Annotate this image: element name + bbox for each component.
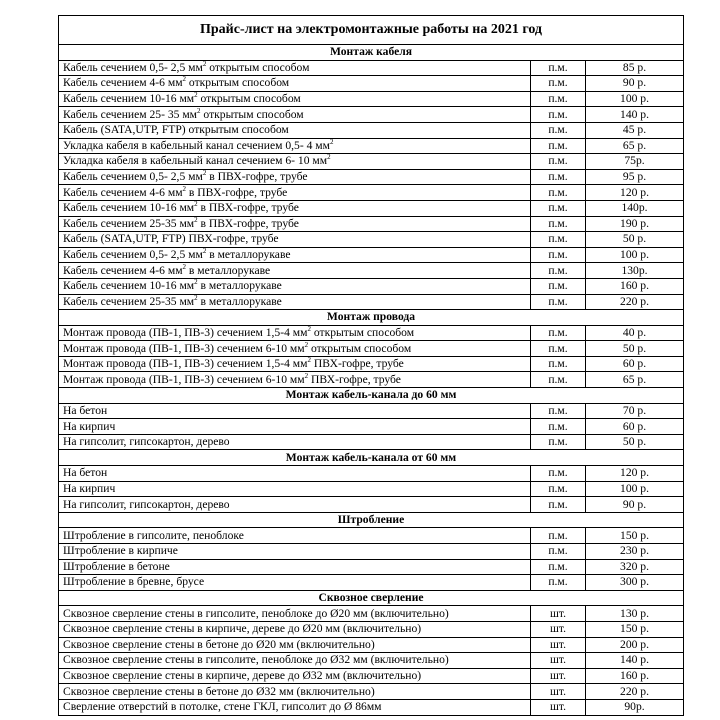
unit-cell: п.м. bbox=[531, 107, 586, 123]
price-cell: 130р. bbox=[586, 263, 684, 279]
section-heading: Монтаж кабель-канала от 60 мм bbox=[59, 450, 684, 466]
service-description bbox=[59, 575, 531, 591]
unit-cell: п.м. bbox=[531, 76, 586, 92]
price-cell: 120 р. bbox=[586, 185, 684, 201]
unit-cell: п.м. bbox=[531, 278, 586, 294]
unit-cell: п.м. bbox=[531, 122, 586, 138]
unit-cell: п.м. bbox=[531, 481, 586, 497]
price-cell: 50 р. bbox=[586, 434, 684, 450]
table-row bbox=[59, 403, 684, 419]
unit-cell: п.м. bbox=[531, 232, 586, 248]
price-cell: 140 р. bbox=[586, 653, 684, 669]
price-cell: 65 р. bbox=[586, 372, 684, 388]
table-row bbox=[59, 637, 684, 653]
unit-cell: п.м. bbox=[531, 575, 586, 591]
table-row bbox=[59, 575, 684, 591]
price-cell: 50 р. bbox=[586, 341, 684, 357]
service-description bbox=[59, 185, 531, 201]
service-description bbox=[59, 154, 531, 170]
section-header-row bbox=[59, 310, 684, 326]
description-text: Сквозное сверление стены в кирпиче, дереве до Ø20 мм (включительно) bbox=[63, 622, 422, 636]
price-cell: 60 р. bbox=[586, 419, 684, 435]
unit-cell: п.м. bbox=[531, 294, 586, 310]
unit-cell: п.м. bbox=[531, 544, 586, 560]
section-heading: Монтаж провода bbox=[59, 310, 684, 326]
unit-cell: п.м. bbox=[531, 341, 586, 357]
squared-exponent: 2 bbox=[307, 356, 311, 365]
unit-cell: шт. bbox=[531, 606, 586, 622]
table-row bbox=[59, 341, 684, 357]
description-text: Кабель сечением 0,5- 2,5 мм bbox=[63, 248, 203, 262]
price-cell: 140 р. bbox=[586, 107, 684, 123]
table-row bbox=[59, 481, 684, 497]
description-suffix: в ПВХ-гофре, трубе bbox=[206, 170, 308, 184]
section-heading: Монтаж кабеля bbox=[59, 45, 684, 61]
table-row bbox=[59, 699, 684, 715]
unit-cell: п.м. bbox=[531, 434, 586, 450]
service-description bbox=[59, 232, 531, 248]
description-text: Монтаж провода (ПВ-1, ПВ-3) сечением 1,5-4 мм bbox=[63, 357, 308, 371]
description-suffix: открытым способом bbox=[186, 76, 290, 90]
unit-cell: шт. bbox=[531, 637, 586, 653]
description-suffix: открытым способом bbox=[206, 60, 310, 74]
table-row bbox=[59, 185, 684, 201]
service-description bbox=[59, 247, 531, 263]
price-cell: 85 р. bbox=[586, 60, 684, 76]
price-cell: 45 р. bbox=[586, 122, 684, 138]
unit-cell: п.м. bbox=[531, 216, 586, 232]
price-cell: 160 р. bbox=[586, 668, 684, 684]
price-cell: 50 р. bbox=[586, 232, 684, 248]
service-description bbox=[59, 372, 531, 388]
table-row bbox=[59, 263, 684, 279]
price-cell: 320 р. bbox=[586, 559, 684, 575]
price-cell: 70 р. bbox=[586, 403, 684, 419]
squared-exponent: 2 bbox=[202, 169, 207, 178]
service-description bbox=[59, 403, 531, 419]
unit-cell: п.м. bbox=[531, 247, 586, 263]
table-row bbox=[59, 606, 684, 622]
table-row bbox=[59, 528, 684, 544]
service-description bbox=[59, 466, 531, 482]
unit-cell: п.м. bbox=[531, 528, 586, 544]
table-row bbox=[59, 466, 684, 482]
table-row bbox=[59, 325, 684, 341]
table-row bbox=[59, 278, 684, 294]
price-cell: 130 р. bbox=[586, 606, 684, 622]
price-cell: 90 р. bbox=[586, 76, 684, 92]
service-description bbox=[59, 122, 531, 138]
unit-cell: шт. bbox=[531, 684, 586, 700]
service-description bbox=[59, 216, 531, 232]
price-cell: 220 р. bbox=[586, 294, 684, 310]
description-text: Кабель сечением 10-16 мм bbox=[63, 201, 195, 215]
description-suffix: открытым способом bbox=[310, 325, 415, 339]
description-suffix: ПВХ-гофре, трубе bbox=[310, 357, 404, 371]
description-text: Укладка кабеля в кабельный канал сечением 6- 10 мм bbox=[63, 154, 328, 168]
table-row bbox=[59, 232, 684, 248]
description-suffix: открытым способом bbox=[197, 92, 301, 106]
squared-exponent: 2 bbox=[182, 75, 187, 84]
description-suffix: в ПВХ-гофре, трубе bbox=[197, 201, 299, 215]
description-text: Кабель сечением 25-35 мм bbox=[63, 294, 195, 308]
price-cell: 95 р. bbox=[586, 169, 684, 185]
price-cell: 90р. bbox=[586, 699, 684, 715]
service-description bbox=[59, 419, 531, 435]
service-description bbox=[59, 278, 531, 294]
squared-exponent: 2 bbox=[307, 325, 311, 334]
squared-exponent: 2 bbox=[194, 216, 198, 224]
unit-cell: п.м. bbox=[531, 154, 586, 170]
service-description bbox=[59, 294, 531, 310]
unit-cell: п.м. bbox=[531, 91, 586, 107]
description-text: На гипсолит, гипсокартон, дерево bbox=[63, 497, 230, 511]
squared-exponent: 2 bbox=[197, 106, 201, 115]
service-description bbox=[59, 481, 531, 497]
price-cell: 60 р. bbox=[586, 356, 684, 372]
price-cell: 65 р. bbox=[586, 138, 684, 154]
service-description bbox=[59, 528, 531, 544]
price-cell: 300 р. bbox=[586, 575, 684, 591]
page-title: Прайс-лист на электромонтажные работы на 2021 год bbox=[59, 16, 684, 45]
table-row bbox=[59, 497, 684, 513]
section-header-row bbox=[59, 388, 684, 404]
unit-cell: шт. bbox=[531, 668, 586, 684]
description-suffix: в металлорукаве bbox=[186, 263, 271, 277]
description-text: Штробление в бревне, брусе bbox=[63, 575, 205, 589]
price-cell: 90 р. bbox=[586, 497, 684, 513]
table-row bbox=[59, 621, 684, 637]
description-text: Сквозное сверление стены в гипсолите, пеноблоке до Ø20 мм (включительно) bbox=[63, 606, 449, 620]
section-heading: Монтаж кабель-канала до 60 мм bbox=[59, 388, 684, 404]
unit-cell: шт. bbox=[531, 653, 586, 669]
table-row bbox=[59, 653, 684, 669]
description-text: На бетон bbox=[63, 403, 108, 417]
service-description bbox=[59, 621, 531, 637]
description-suffix: в металлорукаве bbox=[197, 279, 282, 293]
squared-exponent: 2 bbox=[304, 340, 309, 349]
section-header-row bbox=[59, 512, 684, 528]
service-description bbox=[59, 356, 531, 372]
section-heading: Сквозное сверление bbox=[59, 590, 684, 606]
unit-cell: п.м. bbox=[531, 185, 586, 201]
description-suffix: в металлорукаве bbox=[206, 248, 291, 262]
squared-exponent: 2 bbox=[182, 262, 187, 271]
price-cell: 200 р. bbox=[586, 637, 684, 653]
price-cell: 140р. bbox=[586, 200, 684, 216]
service-description bbox=[59, 138, 531, 154]
service-description bbox=[59, 497, 531, 513]
description-text: Кабель (SATA,UTP, FTP) ПВХ-гофре, трубе bbox=[63, 232, 279, 246]
description-text: Кабель сечением 10-16 мм bbox=[63, 279, 195, 293]
description-text: На кирпич bbox=[63, 481, 116, 495]
price-cell: 120 р. bbox=[586, 466, 684, 482]
price-cell: 160 р. bbox=[586, 278, 684, 294]
price-cell: 100 р. bbox=[586, 247, 684, 263]
description-text: Штробление в кирпиче bbox=[63, 544, 178, 558]
squared-exponent: 2 bbox=[327, 153, 331, 162]
service-description bbox=[59, 263, 531, 279]
section-heading: Штробление bbox=[59, 512, 684, 528]
description-suffix: в ПВХ-гофре, трубе bbox=[186, 185, 288, 199]
squared-exponent: 2 bbox=[202, 247, 207, 256]
price-cell: 190 р. bbox=[586, 216, 684, 232]
description-suffix: в металлорукаве bbox=[197, 294, 282, 308]
unit-cell: п.м. bbox=[531, 263, 586, 279]
unit-cell: п.м. bbox=[531, 372, 586, 388]
squared-exponent: 2 bbox=[194, 294, 198, 302]
table-row bbox=[59, 294, 684, 310]
price-cell: 150 р. bbox=[586, 528, 684, 544]
table-row bbox=[59, 419, 684, 435]
price-cell: 220 р. bbox=[586, 684, 684, 700]
service-description bbox=[59, 325, 531, 341]
squared-exponent: 2 bbox=[329, 138, 334, 146]
table-row bbox=[59, 138, 684, 154]
description-text: Сквозное сверление стены в бетоне до Ø20 мм (включительно) bbox=[63, 637, 375, 651]
table-row bbox=[59, 247, 684, 263]
price-table bbox=[58, 15, 684, 716]
unit-cell: п.м. bbox=[531, 60, 586, 76]
squared-exponent: 2 bbox=[304, 371, 309, 380]
description-text: Монтаж провода (ПВ-1, ПВ-3) сечением 6-10 мм bbox=[63, 341, 305, 355]
unit-cell: п.м. bbox=[531, 497, 586, 513]
service-description bbox=[59, 107, 531, 123]
description-suffix: открытым способом bbox=[200, 107, 304, 121]
table-row bbox=[59, 169, 684, 185]
table-row bbox=[59, 434, 684, 450]
description-text: На кирпич bbox=[63, 419, 116, 433]
service-description bbox=[59, 341, 531, 357]
service-description bbox=[59, 637, 531, 653]
table-row bbox=[59, 200, 684, 216]
description-text: Сверление отверстий в потолке, стене ГКЛ, гипсолит до Ø 86мм bbox=[63, 700, 382, 714]
unit-cell: шт. bbox=[531, 699, 586, 715]
description-text: На бетон bbox=[63, 466, 108, 480]
description-text: Кабель сечением 4-6 мм bbox=[63, 185, 183, 199]
description-text: Кабель (SATA,UTP, FTP) открытым способом bbox=[63, 123, 289, 137]
table-row bbox=[59, 356, 684, 372]
unit-cell: п.м. bbox=[531, 419, 586, 435]
unit-cell: п.м. bbox=[531, 138, 586, 154]
price-cell: 100 р. bbox=[586, 481, 684, 497]
table-row bbox=[59, 91, 684, 107]
description-text: На гипсолит, гипсокартон, дерево bbox=[63, 435, 230, 449]
description-text: Монтаж провода (ПВ-1, ПВ-3) сечением 1,5-4 мм bbox=[63, 325, 308, 339]
service-description bbox=[59, 606, 531, 622]
price-cell: 40 р. bbox=[586, 325, 684, 341]
service-description bbox=[59, 653, 531, 669]
service-description bbox=[59, 544, 531, 560]
squared-exponent: 2 bbox=[202, 60, 207, 69]
description-text: Кабель сечением 10-16 мм bbox=[63, 92, 195, 106]
squared-exponent: 2 bbox=[182, 184, 187, 193]
service-description bbox=[59, 169, 531, 185]
service-description bbox=[59, 434, 531, 450]
unit-cell: п.м. bbox=[531, 559, 586, 575]
table-row bbox=[59, 544, 684, 560]
description-text: Сквозное сверление стены в бетоне до Ø32 мм (включительно) bbox=[63, 684, 375, 698]
description-text: Штробление в бетоне bbox=[63, 559, 170, 573]
service-description bbox=[59, 76, 531, 92]
unit-cell: п.м. bbox=[531, 200, 586, 216]
section-header-row bbox=[59, 450, 684, 466]
unit-cell: п.м. bbox=[531, 466, 586, 482]
service-description bbox=[59, 668, 531, 684]
service-description bbox=[59, 559, 531, 575]
price-cell: 75р. bbox=[586, 154, 684, 170]
unit-cell: шт. bbox=[531, 621, 586, 637]
table-row bbox=[59, 122, 684, 138]
unit-cell: п.м. bbox=[531, 356, 586, 372]
section-header-row bbox=[59, 45, 684, 61]
table-row bbox=[59, 107, 684, 123]
description-text: Сквозное сверление стены в гипсолите, пеноблоке до Ø32 мм (включительно) bbox=[63, 653, 449, 667]
description-text: Кабель сечением 25-35 мм bbox=[63, 216, 195, 230]
service-description bbox=[59, 200, 531, 216]
description-text: Кабель сечением 4-6 мм bbox=[63, 76, 183, 90]
description-suffix: открытым способом bbox=[308, 341, 412, 355]
description-text: Кабель сечением 4-6 мм bbox=[63, 263, 183, 277]
price-cell: 230 р. bbox=[586, 544, 684, 560]
squared-exponent: 2 bbox=[194, 200, 198, 209]
service-description bbox=[59, 60, 531, 76]
description-suffix: ПВХ-гофре, трубе bbox=[308, 372, 401, 386]
unit-cell: п.м. bbox=[531, 403, 586, 419]
description-text: Укладка кабеля в кабельный канал сечением 0,5- 4 мм bbox=[63, 138, 330, 152]
table-row bbox=[59, 60, 684, 76]
description-text: Монтаж провода (ПВ-1, ПВ-3) сечением 6-10 мм bbox=[63, 372, 305, 386]
table-row bbox=[59, 668, 684, 684]
table-row bbox=[59, 216, 684, 232]
price-table-body bbox=[59, 16, 684, 716]
table-row bbox=[59, 154, 684, 170]
unit-cell: п.м. bbox=[531, 169, 586, 185]
title-row bbox=[59, 16, 684, 45]
price-cell: 150 р. bbox=[586, 621, 684, 637]
description-suffix: в ПВХ-гофре, трубе bbox=[197, 216, 299, 230]
service-description bbox=[59, 684, 531, 700]
table-row bbox=[59, 76, 684, 92]
table-row bbox=[59, 684, 684, 700]
description-text: Сквозное сверление стены в кирпиче, дереве до Ø32 мм (включительно) bbox=[63, 669, 422, 683]
description-text: Кабель сечением 0,5- 2,5 мм bbox=[63, 60, 203, 74]
description-text: Кабель сечением 0,5- 2,5 мм bbox=[63, 170, 203, 184]
service-description bbox=[59, 91, 531, 107]
section-header-row bbox=[59, 590, 684, 606]
description-text: Кабель сечением 25- 35 мм bbox=[63, 107, 198, 121]
service-description bbox=[59, 699, 531, 715]
unit-cell: п.м. bbox=[531, 325, 586, 341]
table-row bbox=[59, 372, 684, 388]
squared-exponent: 2 bbox=[194, 91, 198, 100]
table-row bbox=[59, 559, 684, 575]
squared-exponent: 2 bbox=[194, 278, 198, 287]
price-cell: 100 р. bbox=[586, 91, 684, 107]
description-text: Штробление в гипсолите, пеноблоке bbox=[63, 528, 244, 542]
